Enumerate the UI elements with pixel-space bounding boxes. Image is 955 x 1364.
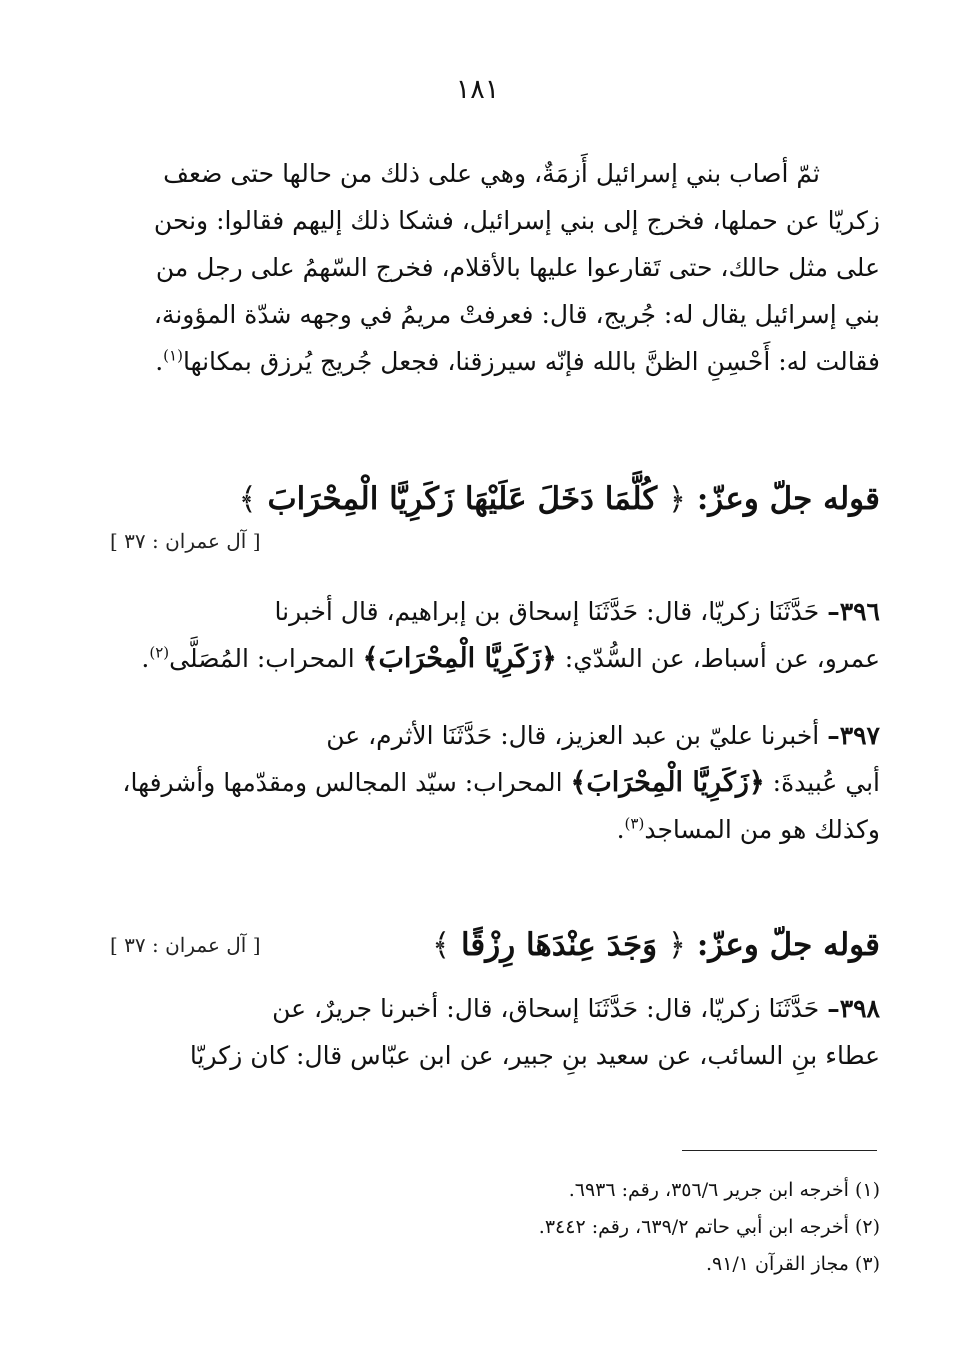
section-heading-2 xyxy=(110,918,880,972)
hadith-line: وكذلك هو من المساجد$^{(٣)}$. xyxy=(616,814,880,844)
intro-line: على مثل حالك، حتى تَقارعوا عليها بالأقلام، فخرج السّهمُ على رجل من xyxy=(155,253,880,282)
footnote-3: (٣) مجاز القرآن ٩١/١. xyxy=(705,1253,880,1275)
verse-heading: قوله جلّ وعزّ: ﴿ كُلَّمَا دَخَلَ عَلَيْهَا زَكَرِيَّا الْمِحْرَابَ ﴾ xyxy=(238,481,880,517)
hadith-line: أبي عُبيدةَ: ﴿زَكَرِيَّا الْمِحْرَابَ﴾ المحراب: سيّد المجالس ومقدّمها وأشرفها، xyxy=(122,767,880,798)
verse-reference: [ آل عمران : ٣٧ ] xyxy=(110,933,261,957)
footnote-ref: (١) xyxy=(163,346,183,365)
intro-line: بني إسرائيل يقال له: جُريج، قال: فعرفتْ مريمُ في وجهه شدّة المؤونة، xyxy=(153,300,880,329)
hadith-number: ٣٩٧– xyxy=(827,721,880,750)
verse-text: وَجَدَ عِنْدَهَا رِزْقًا xyxy=(460,927,658,963)
hadith-number: ٣٩٨– xyxy=(827,994,880,1023)
hadith-398 xyxy=(110,985,880,1079)
quran-close-bracket: ﴾ xyxy=(238,481,257,517)
hadith-397 xyxy=(110,712,880,853)
page-number: ١٨١ xyxy=(455,74,500,105)
verse-reference: [ آل عمران : ٣٧ ] xyxy=(110,529,261,553)
section-heading-1 xyxy=(110,472,880,556)
footnote-ref: (٣) xyxy=(624,814,645,833)
quran-open-bracket: ﴿ xyxy=(667,927,687,963)
intro-line: فقالت له: أَحْسِنِ الظنَّ بالله فإنّه سيرزقنا، فجعل جُريج يُرزق بمكانها$^{(١)}$. xyxy=(155,346,880,376)
footnote-ref: (٢) xyxy=(149,643,170,662)
quoted-verse: ﴿زَكَرِيَّا الْمِحْرَابَ﴾ xyxy=(570,767,765,798)
hadith-line: عمرو، عن أسباط، عن السُّدّي: ﴿زَكَرِيَّا الْمِحْرَابَ﴾ المحراب: المُصَلَّى$^{(٢)}$. xyxy=(141,643,880,674)
hadith-line: عطاء بنِ السائب، عن سعيد بنِ جبير، عن ابن عبّاس قال: كان زكريّا xyxy=(189,1041,880,1070)
footnote-2: (٢) أخرجه ابن أبي حاتم ٦٣٩/٢، رقم: ٣٤٤٢. xyxy=(538,1216,880,1238)
hadith-number: ٣٩٦– xyxy=(827,597,880,626)
footnote-divider xyxy=(682,1150,877,1151)
intro-paragraph xyxy=(110,150,880,385)
footnotes xyxy=(110,1172,880,1283)
quoted-verse: ﴿زَكَرِيَّا الْمِحْرَابَ﴾ xyxy=(362,643,557,674)
quran-close-bracket: ﴾ xyxy=(432,927,451,963)
hadith-line: ٣٩٦– حَدَّثَنَا زكريّا، قال: حَدَّثَنَا إسحاق بن إبراهيم، قال أخبرنا xyxy=(274,597,880,626)
hadith-line: ٣٩٧– أخبرنا عليّ بن عبد العزيز، قال: حَدَّثَنَا الأثرم، عن xyxy=(326,721,880,750)
intro-line: ثمّ أصاب بني إسرائيل أَزمَةٌ، وهي على ذلك من حالها حتى ضعف xyxy=(163,159,820,188)
verse-heading: قوله جلّ وعزّ: ﴿ وَجَدَ عِنْدَهَا رِزْقًا ﴾ xyxy=(432,927,880,963)
quran-open-bracket: ﴿ xyxy=(667,481,687,517)
hadith-396 xyxy=(110,588,880,682)
hadith-line: ٣٩٨– حَدَّثَنَا زكريّا، قال: حَدَّثَنَا إسحاق، قال: أخبرنا جريرٌ، عن xyxy=(272,994,880,1023)
verse-text: كُلَّمَا دَخَلَ عَلَيْهَا زَكَرِيَّا الْمِحْرَابَ xyxy=(267,481,658,517)
intro-line: زكريّا عن حملها، فخرج إلى بني إسرائيل، فشكا ذلك إليهم فقالوا: ونحن xyxy=(153,206,880,235)
footnote-1: (١) أخرجه ابن جرير ٣٥٦/٦، رقم: ٦٩٣٦. xyxy=(568,1179,880,1201)
